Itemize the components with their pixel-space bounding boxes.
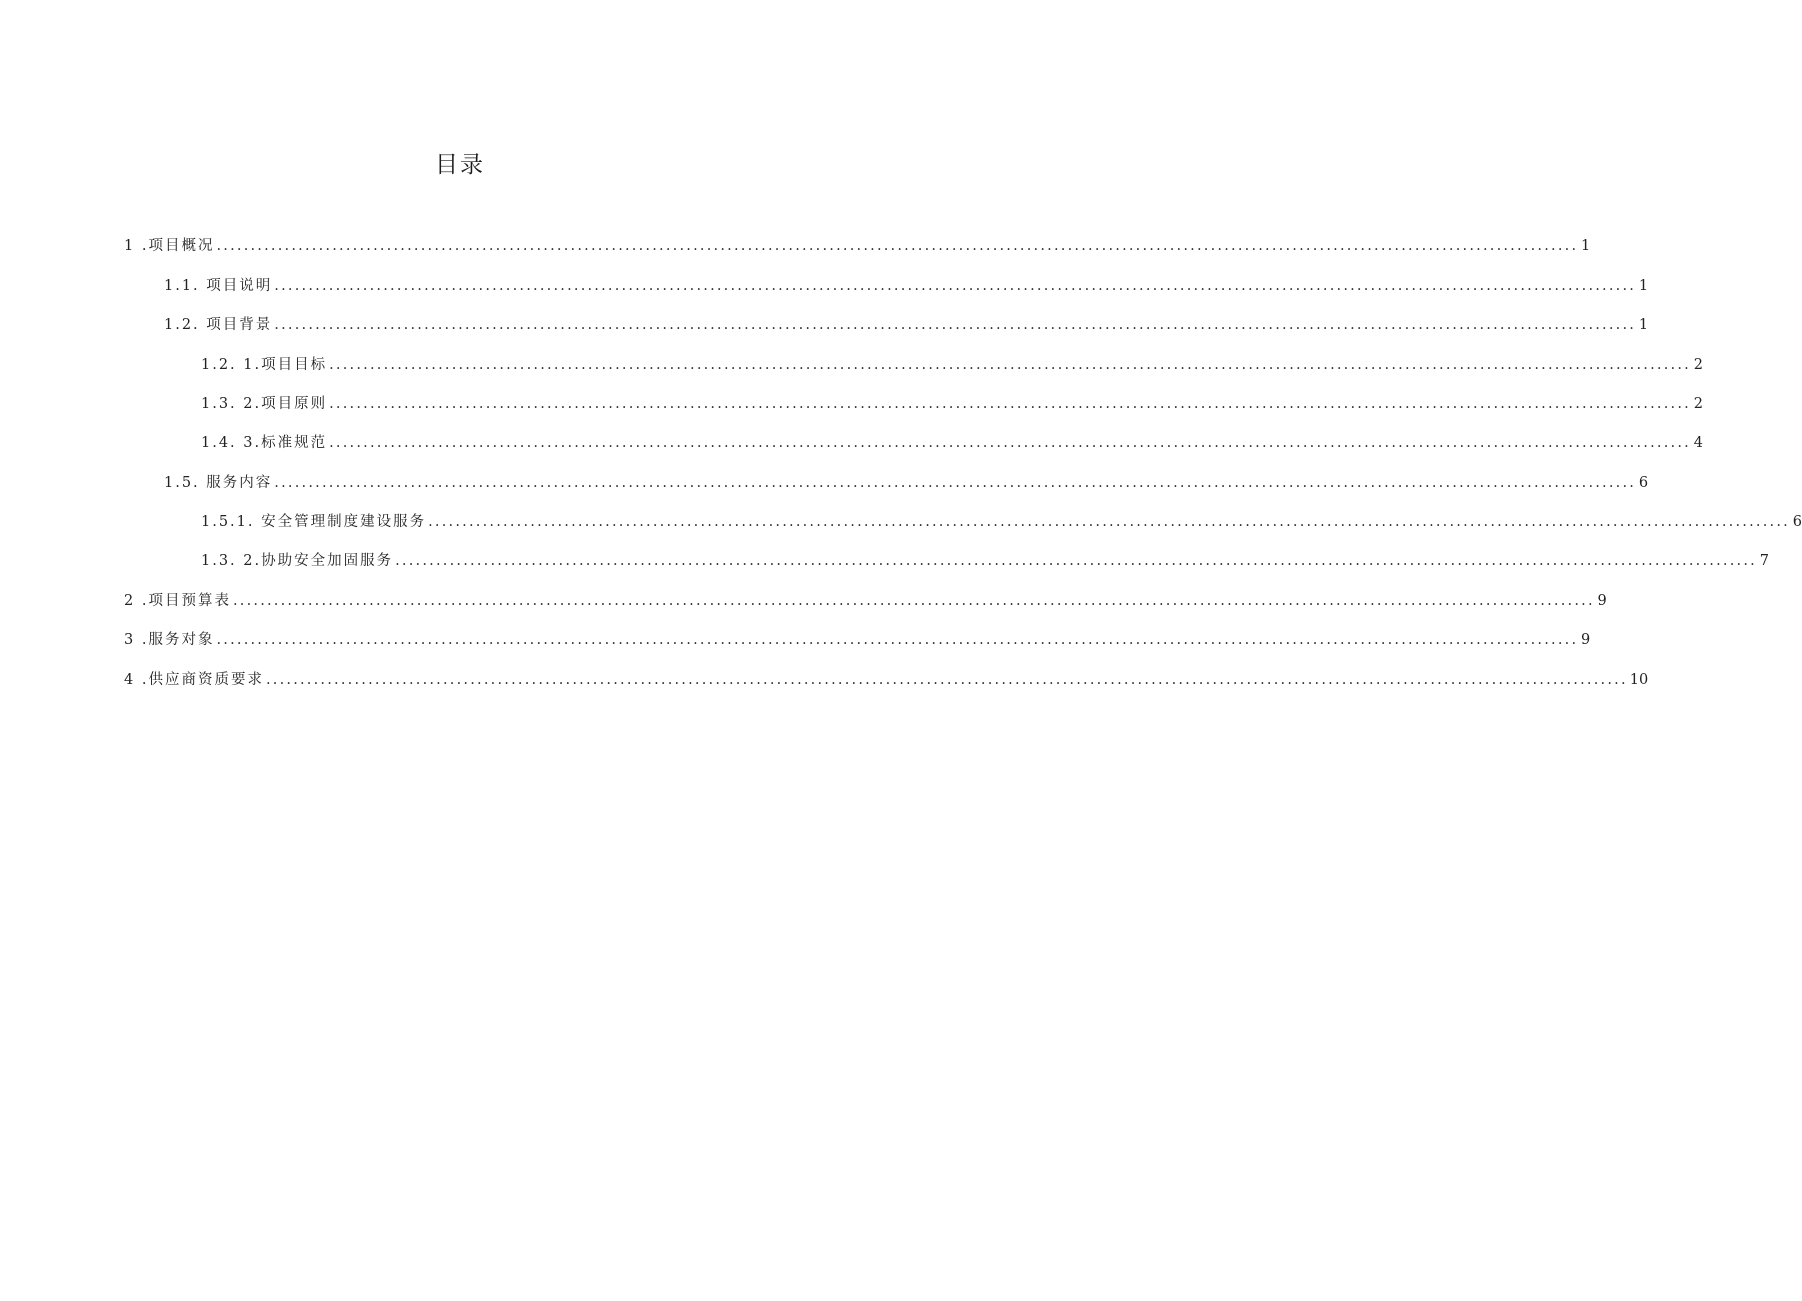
toc-title: 目录 [435,152,485,178]
toc-dot-leader: ........................................................................................................................................................................................................ [428,514,1790,530]
toc-entry-page: 6 [1638,475,1649,491]
toc-entry[interactable] [124,587,1607,611]
toc-entry-page: 2 [1693,396,1703,412]
toc-dot-leader: ........................................................................................................................................................................................................ [232,593,1595,609]
toc-dot-leader: ........................................................................................................................................................................................................ [265,672,1628,688]
toc-dot-leader: ........................................................................................................................................................................................................ [216,238,1579,254]
toc-entry-label: 2 .项目预算表 [124,593,231,609]
toc-entry-page: 1 [1638,278,1649,294]
toc-entry-page: 1 [1638,317,1649,333]
toc-entry[interactable] [124,626,1591,650]
toc-entry-page: 10 [1629,672,1649,688]
toc-entry-page: 4 [1693,435,1703,451]
toc-entry[interactable] [201,390,1703,414]
toc-dot-leader: ........................................................................................................................................................................................................ [274,278,1637,294]
toc-entry[interactable] [124,666,1649,690]
toc-entry-page: 1 [1581,238,1591,254]
toc-entry[interactable] [201,547,1769,571]
toc-entry-label: 4 .供应商资质要求 [124,672,264,688]
toc-entry[interactable] [164,272,1649,296]
toc-entry-label: 1.3. 2.协助安全加固服务 [201,553,394,569]
toc-entry-page: 9 [1581,632,1591,648]
toc-entry-label: 1 .项目概况 [124,238,215,254]
toc-entry-label: 1.5.1. 安全管理制度建设服务 [201,514,427,530]
toc-entry-label: 1.1. 项目说明 [164,278,273,294]
toc-entry[interactable] [201,351,1703,375]
toc-dot-leader: ........................................................................................................................................................................................................ [395,553,1757,569]
toc-entry[interactable] [201,508,1802,532]
toc-entry-page: 9 [1597,593,1607,609]
toc-dot-leader: ........................................................................................................................................................................................................ [216,632,1579,648]
toc-dot-leader: ........................................................................................................................................................................................................ [329,396,1691,412]
toc-dot-leader: ........................................................................................................................................................................................................ [329,357,1691,373]
toc-entry-label: 1.2. 项目背景 [164,317,273,333]
toc-entry-label: 1.3. 2.项目原则 [201,396,328,412]
toc-entry[interactable] [124,232,1591,256]
toc-entry-label: 1.5. 服务内容 [164,475,273,491]
toc-entry-page: 6 [1792,514,1802,530]
toc-entry-page: 2 [1693,357,1703,373]
toc-entry-label: 1.4. 3.标准规范 [201,435,328,451]
toc-dot-leader: ........................................................................................................................................................................................................ [329,435,1691,451]
toc-dot-leader: ........................................................................................................................................................................................................ [274,317,1637,333]
toc-entry[interactable] [164,469,1649,493]
toc-dot-leader: ........................................................................................................................................................................................................ [274,475,1637,491]
toc-entry-label: 1.2. 1.项目目标 [201,357,328,373]
toc-entry-page: 7 [1759,553,1769,569]
toc-entry[interactable] [201,429,1703,453]
toc-entry[interactable] [164,311,1649,335]
toc-entry-label: 3 .服务对象 [124,632,215,648]
